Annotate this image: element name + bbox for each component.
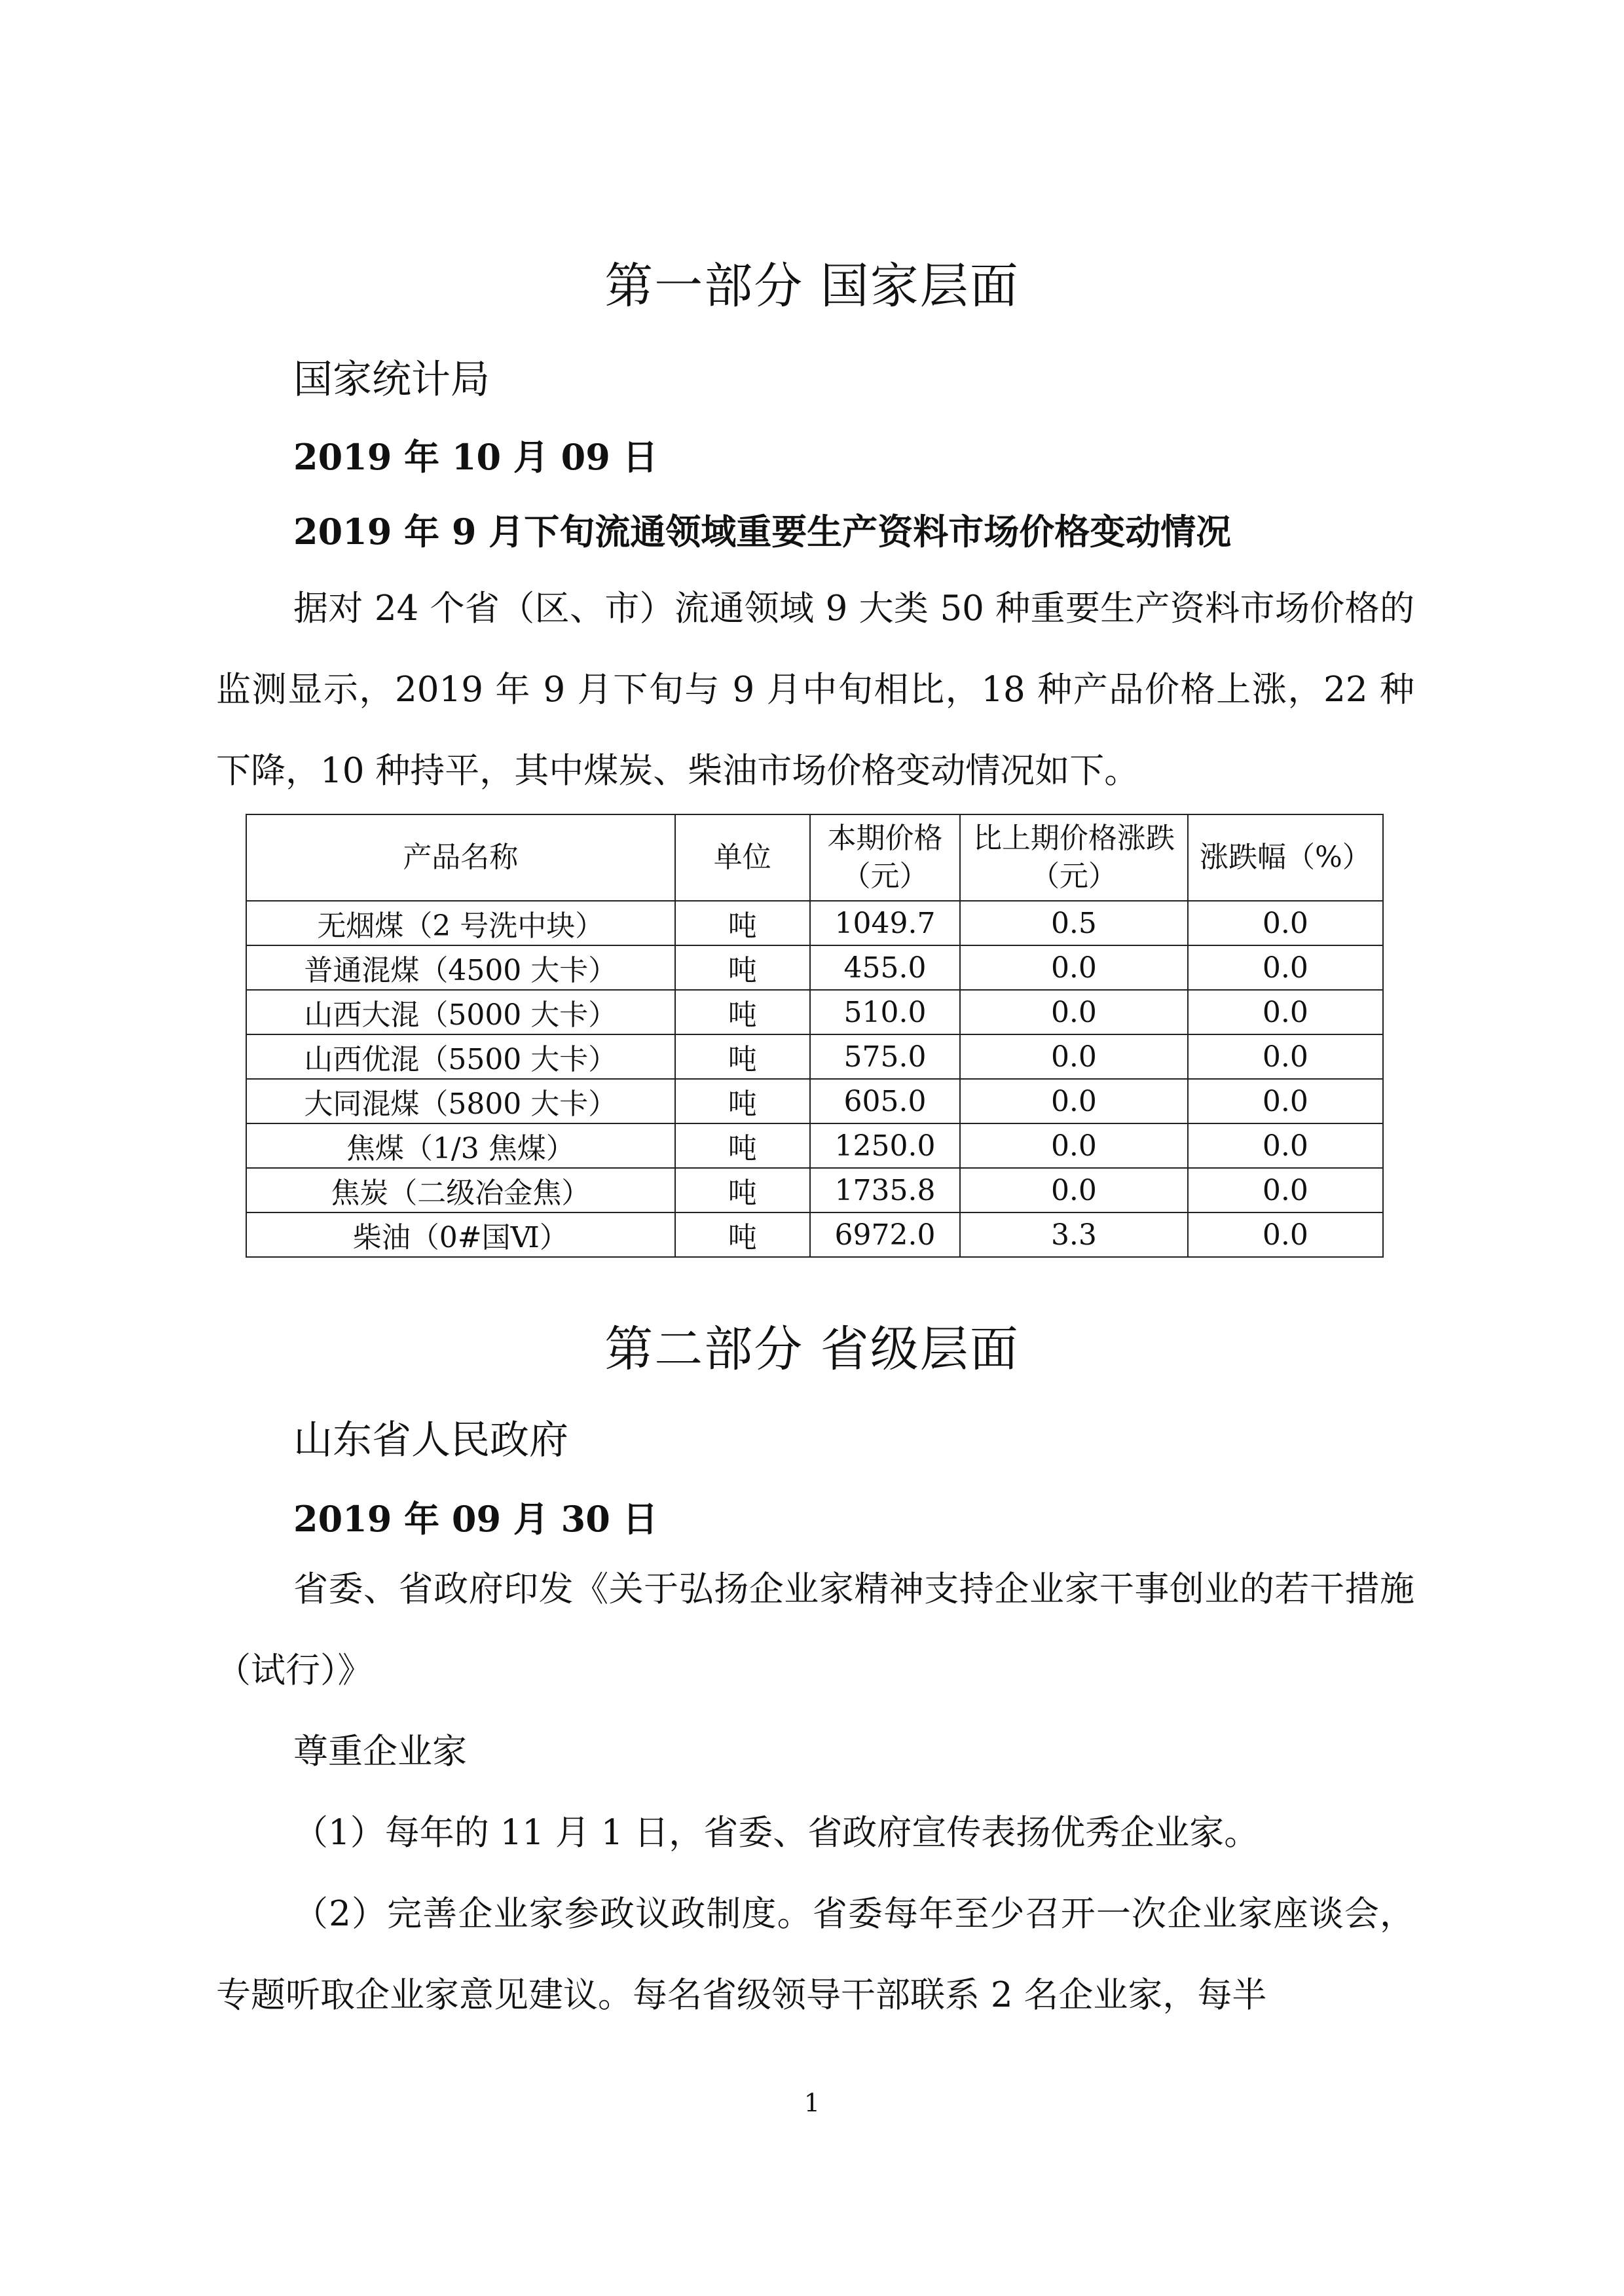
part2-org: 山东省人民政府 [293, 1417, 568, 1463]
price-table [246, 814, 1384, 1258]
cell-change: 0.0 [960, 945, 1188, 990]
cell-unit: 吨 [675, 990, 810, 1034]
header-price: 本期价格（元） [810, 814, 960, 901]
part2-item-2: （2）完善企业家参政议政制度。省委每年至少召开一次企业家座谈会，专题听取企业家意见建议。每名省级领导干部联系 2 名企业家，每半 [216, 1894, 1414, 2015]
cell-change-pct: 0.0 [1188, 1034, 1383, 1079]
cell-price: 605.0 [810, 1079, 960, 1123]
cell-change: 0.0 [960, 1079, 1188, 1123]
part1-title: 2019 年 9 月下旬流通领域重要生产资料市场价格变动情况 [293, 511, 1232, 553]
cell-change: 0.0 [960, 990, 1188, 1034]
cell-product: 大同混煤（5800 大卡） [246, 1079, 675, 1123]
cell-change: 3.3 [960, 1212, 1188, 1257]
cell-product: 山西大混（5000 大卡） [246, 990, 675, 1034]
cell-price: 455.0 [810, 945, 960, 990]
table-row [246, 1034, 1383, 1079]
cell-product: 焦炭（二级冶金焦） [246, 1168, 675, 1212]
table-row [246, 1212, 1383, 1257]
cell-change: 0.0 [960, 1034, 1188, 1079]
cell-price: 575.0 [810, 1034, 960, 1079]
header-product: 产品名称 [246, 814, 675, 901]
cell-unit: 吨 [675, 1034, 810, 1079]
cell-price: 1049.7 [810, 901, 960, 945]
cell-unit: 吨 [675, 1079, 810, 1123]
cell-change-pct: 0.0 [1188, 901, 1383, 945]
cell-product: 焦煤（1/3 焦煤） [246, 1123, 675, 1168]
cell-change-pct: 0.0 [1188, 1079, 1383, 1123]
cell-unit: 吨 [675, 1212, 810, 1257]
part1-date: 2019 年 10 月 09 日 [293, 436, 658, 478]
part1-heading: 第一部分 国家层面 [604, 258, 1020, 314]
part2-date: 2019 年 09 月 30 日 [293, 1498, 658, 1540]
part2-item-1: （1）每年的 11 月 1 日，省委、省政府宣传表扬优秀企业家。 [293, 1813, 1259, 1853]
page-number: 1 [803, 2088, 821, 2117]
cell-change-pct: 0.0 [1188, 1212, 1383, 1257]
cell-product: 柴油（0#国Ⅵ） [246, 1212, 675, 1257]
cell-price: 510.0 [810, 990, 960, 1034]
table-header-row [246, 814, 1383, 901]
part2-intro: 省委、省政府印发《关于弘扬企业家精神支持企业家干事创业的若干措施（试行）》 [216, 1569, 1414, 1690]
table-row [246, 945, 1383, 990]
table-row [246, 901, 1383, 945]
cell-product: 山西优混（5500 大卡） [246, 1034, 675, 1079]
table-row [246, 1123, 1383, 1168]
cell-unit: 吨 [675, 1168, 810, 1212]
cell-price: 1250.0 [810, 1123, 960, 1168]
part1-org: 国家统计局 [293, 357, 490, 403]
table-row [246, 990, 1383, 1034]
cell-change-pct: 0.0 [1188, 945, 1383, 990]
cell-change: 0.0 [960, 1168, 1188, 1212]
cell-change-pct: 0.0 [1188, 1168, 1383, 1212]
cell-price: 1735.8 [810, 1168, 960, 1212]
cell-change: 0.5 [960, 901, 1188, 945]
part2-subheading: 尊重企业家 [293, 1732, 467, 1772]
header-change-pct: 涨跌幅（%） [1188, 814, 1383, 901]
cell-change-pct: 0.0 [1188, 1123, 1383, 1168]
cell-unit: 吨 [675, 901, 810, 945]
cell-unit: 吨 [675, 1123, 810, 1168]
cell-change-pct: 0.0 [1188, 990, 1383, 1034]
header-change: 比上期价格涨跌（元） [960, 814, 1188, 901]
cell-change: 0.0 [960, 1123, 1188, 1168]
part2-heading: 第二部分 省级层面 [604, 1321, 1020, 1377]
table-row [246, 1168, 1383, 1212]
header-unit: 单位 [675, 814, 810, 901]
cell-price: 6972.0 [810, 1212, 960, 1257]
cell-unit: 吨 [675, 945, 810, 990]
cell-product: 无烟煤（2 号洗中块） [246, 901, 675, 945]
table-row [246, 1079, 1383, 1123]
cell-product: 普通混煤（4500 大卡） [246, 945, 675, 990]
part1-paragraph: 据对 24 个省（区、市）流通领域 9 大类 50 种重要生产资料市场价格的监测显示，2019 年 9 月下旬与 9 月中旬相比，18 种产品价格上涨，22 种下降，10 种持平，其中煤炭、柴油市场价格变动情况如下。 [216, 589, 1414, 791]
